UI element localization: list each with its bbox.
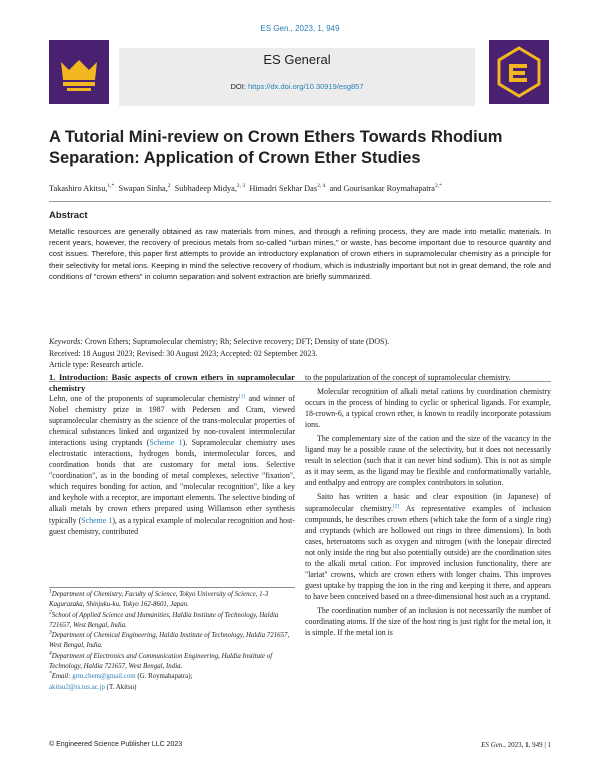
footer-copyright: © Engineered Science Publisher LLC 2023 <box>49 741 183 748</box>
author-5-affil: 2,* <box>435 183 442 190</box>
email-line: *Email: grm.chem@gmail.com (G. Roymahapatra); akitsu2@rs.tus.ac.jp (T. Akitsu) <box>49 671 193 691</box>
section-heading: 1. Introduction: Basic aspects of crown ethers in supramolecular chemistry <box>49 372 295 393</box>
ref-1-link[interactable]: [1] <box>238 393 246 400</box>
author-2: Swapan Sinha, <box>118 184 168 193</box>
scheme-1-link[interactable]: Scheme 1 <box>149 438 183 448</box>
footnotes <box>49 590 295 693</box>
author-2-affil: 2 <box>167 183 171 190</box>
author-4-affil: 2, 4 <box>317 183 326 190</box>
esg-hexagon-logo-icon <box>489 40 549 104</box>
right-paragraph-4: Saito has written a basic and clear exposition (in Japanese) of supramolecular chemistry.[2] As representative examples of inclusion compounds, he describes crown ethers (which take the form of a single ring) and cryptands (which are hollowed out rings in three dimensions). In both cases, heteroatoms such as oxygen and nitrogen (with the lonepair directed not only inside the ring but also potentially outside) are the coordination sites to the alkali metal cation. For improved inclusion functionality, there are "lariat" crowns, which are crown ethers with longer chains. This improves guest uptake by trapping the ion in the ring and keeping it there, and appears to have been conceived based on a three-dimensional host such as a cryptand. <box>305 492 552 601</box>
footnote-2: $^2$School of Applied Science and Humanities, Haldia Institute of Technology, Haldia 721657, West Bengal, India. <box>49 609 279 629</box>
right-column <box>305 372 551 638</box>
scheme-1-link-2[interactable]: Scheme 1 <box>81 515 113 525</box>
footnote-4: $^4$Department of Electronics and Communication Engineering, Haldia Institute of Technology, Haldia 721657, West Bengal, India. <box>49 650 273 671</box>
running-head: ES Gen., 2023, 1, 949 <box>260 24 340 33</box>
dates-line: Received: 18 August 2023; Revised: 30 August 2023; Accepted: 02 September 2023. <box>49 348 318 358</box>
left-column <box>49 372 295 537</box>
header-box <box>119 48 475 106</box>
journal-logo-right <box>489 40 549 104</box>
article-meta <box>49 336 551 371</box>
right-paragraph-3: The complementary size of the cation and the size of the vacancy in the ligand may be a possible cause of the selectivity, but it does not necessarily result in selection (such that it can never bind sodium). This is not as simple as it may seem, as the ligand may be flexible and conformationally variable, and enthalpy and entropy are complex contributors in solution. <box>305 434 551 488</box>
author-1-affil: 1,* <box>107 183 115 190</box>
journal-name: ES General <box>263 52 331 67</box>
footer-page: ES Gen., 2023, 1, 949 | 1 <box>481 741 551 749</box>
email-link-2[interactable]: akitsu2@rs.tus.ac.jp <box>49 683 105 691</box>
footnote-1: $^1$Department of Chemistry, Faculty of Science, Tokyo University of Science, 1-3 Kagurazaka, Shinjuku-ku, Tokyo 162-8601, Japan. <box>49 588 269 609</box>
author-3-affil: 2, 3 <box>236 183 246 190</box>
keywords: Crown Ethers; Supramolecular chemistry; Rh; Selective recovery; DFT; Density of state (DOS). <box>84 337 390 346</box>
author-5: and Gourisankar Roymahapatra <box>329 184 435 193</box>
footnote-3: $^3$Department of Chemical Engineering, Haldia Institute of Technology, Haldia 721657, West Bengal, India. <box>49 629 290 650</box>
right-paragraph-2: Molecular recognition of alkali metal cations by coordination chemistry occurs in the process of binding to cyclic or spherical ligands. For example, 18-crown-6, a typical crown ether, is known to readily incorporate potassium ions. <box>305 387 551 430</box>
crown-logo-icon <box>49 40 109 104</box>
right-paragraph-5: The coordination number of an inclusion is not necessarily the number of coordinating atoms. If the size of the host ring is just right for the metal ion, it is simple. If the metal ion is <box>305 605 551 638</box>
keywords-line <box>49 336 551 348</box>
doi-link[interactable]: https://dx.doi.org/10.30919/esg857 <box>248 82 364 91</box>
right-paragraph-1: to the popularization of the concept of supramolecular chemistry. <box>305 373 511 382</box>
authors-line <box>49 184 551 193</box>
author-1: Takashiro Akitsu, <box>49 184 108 193</box>
keywords-label: Keywords: <box>49 337 83 346</box>
abstract-text: Metallic resources are generally obtained as raw materials from mines, and through a refining process, they are made into metallic materials. In recent years, however, the recovery of precious metals from so-called "urban mines," or waste, has become important due to resource quantity and cost issues. Therefore, this paper first attempts to provide an introductory explanation of crown ethers in supramolecular chemistry as a principle for their selectivity for metal ions. Keeping in mind the selective recovery of rhodium, which is industrially important but not in great demand, the role and conditions of "crown ethers" in column separation and solvent extraction are briefly summarized. <box>49 227 551 281</box>
author-3: Subhadeep Midya, <box>174 184 237 193</box>
doi-line <box>119 82 475 91</box>
footnote-divider <box>49 587 295 588</box>
divider-top <box>49 201 551 202</box>
journal-logo-left <box>49 40 109 104</box>
email-link-1[interactable]: grm.chem@gmail.com <box>72 673 136 681</box>
article-type-line: Article type: Research article. <box>49 360 144 369</box>
intro-paragraph-1: Lehn, one of the proponents of supramolecular chemistry[1] and winner of Nobel chemistry prize in 1987 with Pedersen and Cram, viewed supramolecular chemistry as the science of the trans-molecular properties of chemical substances linked and organized by non-covalent intermolecular interactions using cryptands (Scheme 1). Supramolecular chemistry uses electrostatic interactions, hydrogen bonds, intermolecular forces, and coordination bonds that are customary for metal ions. Selective "coordination", as in the bonding of metal complexes, selective "fixation", which requires bonding for action, and "molecular recognition", like a key and keyhole with a receptor, are important elements. The selective binding of alkali metals by crown ethers prepared using Willamson ether synthesis typically (Scheme 1), as a typical example of molecular recognition and host-guest chemistry, contributed <box>49 393 296 536</box>
doi-label: DOI: <box>230 82 246 91</box>
journal-header <box>49 40 549 115</box>
article-title: A Tutorial Mini-review on Crown Ethers Towards Rhodium Separation: Application of Crown Ether Studies <box>49 128 503 167</box>
author-4: Himadri Sekhar Das <box>249 184 318 193</box>
ref-2-link[interactable]: [2] <box>392 502 400 509</box>
abstract-heading: Abstract <box>49 210 88 221</box>
